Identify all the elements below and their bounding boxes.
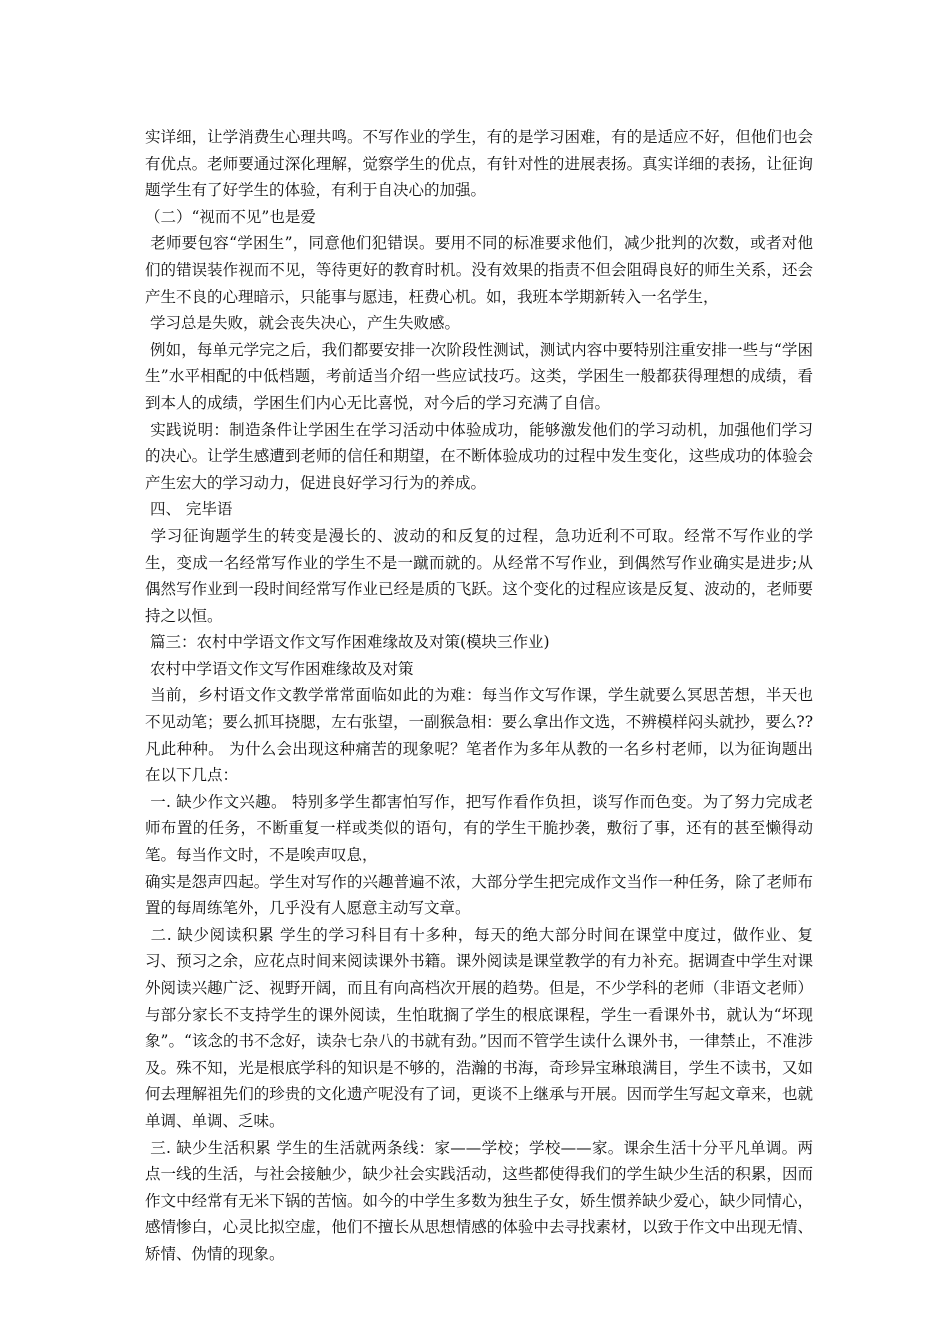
paragraph: 学习征询题学生的转变是漫长的、波动的和反复的过程，急功近利不可取。经常不写作业的学生，变成一名经常写作业的学生不是一蹴而就的。从经常不写作业，到偶然写作业确实是进步;从偶然写作业到一段时间经常写作业已经是质的飞跃。这个变化的过程应该是反复、波动的，老师要持之以恒。 [145,526,813,625]
document-page [145,124,813,1268]
paragraph: 实详细，让学消费生心理共鸣。不写作业的学生，有的是学习困难，有的是适应不好，但他们也会有优点。老师要通过深化理解，觉察学生的优点，有针对性的进展表扬。真实详细的表扬，让征询题学生有了好学生的体验，有利于自决心的加强。 [145,128,813,200]
paragraph: 例如，每单元学完之后，我们都要安排一次阶段性测试，测试内容中要特别注重安排一些与“学困生”水平相配的中低档题，考前适当介绍一些应试技巧。这类，学困生一般都获得理想的成绩，看到本人的成绩，学困生们内心无比喜悦，对今后的学习充满了自信。 [145,340,813,412]
article-subtitle: 农村中学语文作文写作困难缘故及对策 [145,659,414,678]
paragraph: 三. 缺少生活积累 学生的生活就两条线：家——学校；学校——家。课余生活十分平凡单调。两点一线的生活，与社会接触少，缺少社会实践活动，这些都使得我们的学生缺少生活的积累，因而作文中经常有无米下锅的苦恼。如今的中学生多数为独生子女，娇生惯养缺少爱心，缺少同情心，感情惨白，心灵比拟空虚，他们不擅长从思想情感的体验中去寻找素材，以致于作文中出现无情、矫情、伪情的现象。 [145,1138,813,1263]
paragraph: 二. 缺少阅读积累 学生的学习科目有十多种，每天的绝大部分时间在课堂中度过，做作业、复习、预习之余，应花点时间来阅读课外书籍。课外阅读是课堂教学的有力补充。据调查中学生对课外阅读兴趣广泛、视野开阔，而且有向高档次开展的趋势。但是，不少学科的老师（非语文老师）与部分家长不支持学生的课外阅读，生怕耽搁了学生的根底课程，学生一看课外书，就认为“坏现象”。“该念的书不念好，读杂七杂八的书就有劲。”因而不管学生读什么课外书，一律禁止，不准涉及。殊不知，光是根底学科的知识是不够的，浩瀚的书海，奇珍异宝琳琅满目，学生不读书，又如何去理解祖先们的珍贵的文化遗产呢没有了词，更谈不上继承与开展。因而学生写起文章来，也就单调、单调、乏味。 [145,925,813,1130]
paragraph: 当前，乡村语文作文教学常常面临如此的为难：每当作文写作课，学生就要么冥思苦想，半天也不见动笔；要么抓耳挠腮，左右张望，一副猴急相：要么拿出作文选，不辨模样闷头就抄，要么??凡此种种。 为什么会出现这种痛苦的现象呢？笔者作为多年从教的一名乡村老师，以为征询题出在以下几点： [145,686,813,785]
paragraph: 一. 缺少作文兴趣。 特别多学生都害怕写作，把写作看作负担，谈写作而色变。为了努力完成老师布置的任务，不断重复一样或类似的语句，有的学生干脆抄袭，敷衍了事，还有的甚至懒得动笔。每当作文时，不是唉声叹息， [145,792,813,865]
paragraph: 老师要包容“学困生”，同意他们犯错误。要用不同的标准要求他们，减少批判的次数，或者对他们的错误装作视而不见，等待更好的教育时机。没有效果的指责不但会阻碍良好的师生关系，还会产生不良的心理暗示，只能事与愿违，枉费心机。如，我班本学期新转入一名学生， [145,234,813,306]
article-title: 篇三：农村中学语文作文写作困难缘故及对策(模块三作业) [145,633,550,652]
section-heading: 四、 完毕语 [145,500,233,519]
paragraph: 实践说明：制造条件让学困生在学习活动中体验成功，能够激发他们的学习动机，加强他们学习的决心。让学生感遭到老师的信任和期望，在不断体验成功的过程中发生变化，这些成功的体验会产生宏大的学习动力，促进良好学习行为的养成。 [145,420,813,492]
section-heading: （二）“视而不见”也是爱 [145,207,316,226]
paragraph: 确实是怨声四起。学生对写作的兴趣普遍不浓，大部分学生把完成作文当作一种任务，除了老师布置的每周练笔外，几乎没有人愿意主动写文章。 [145,872,813,918]
paragraph: 学习总是失败，就会丧失决心，产生失败感。 [145,314,460,333]
